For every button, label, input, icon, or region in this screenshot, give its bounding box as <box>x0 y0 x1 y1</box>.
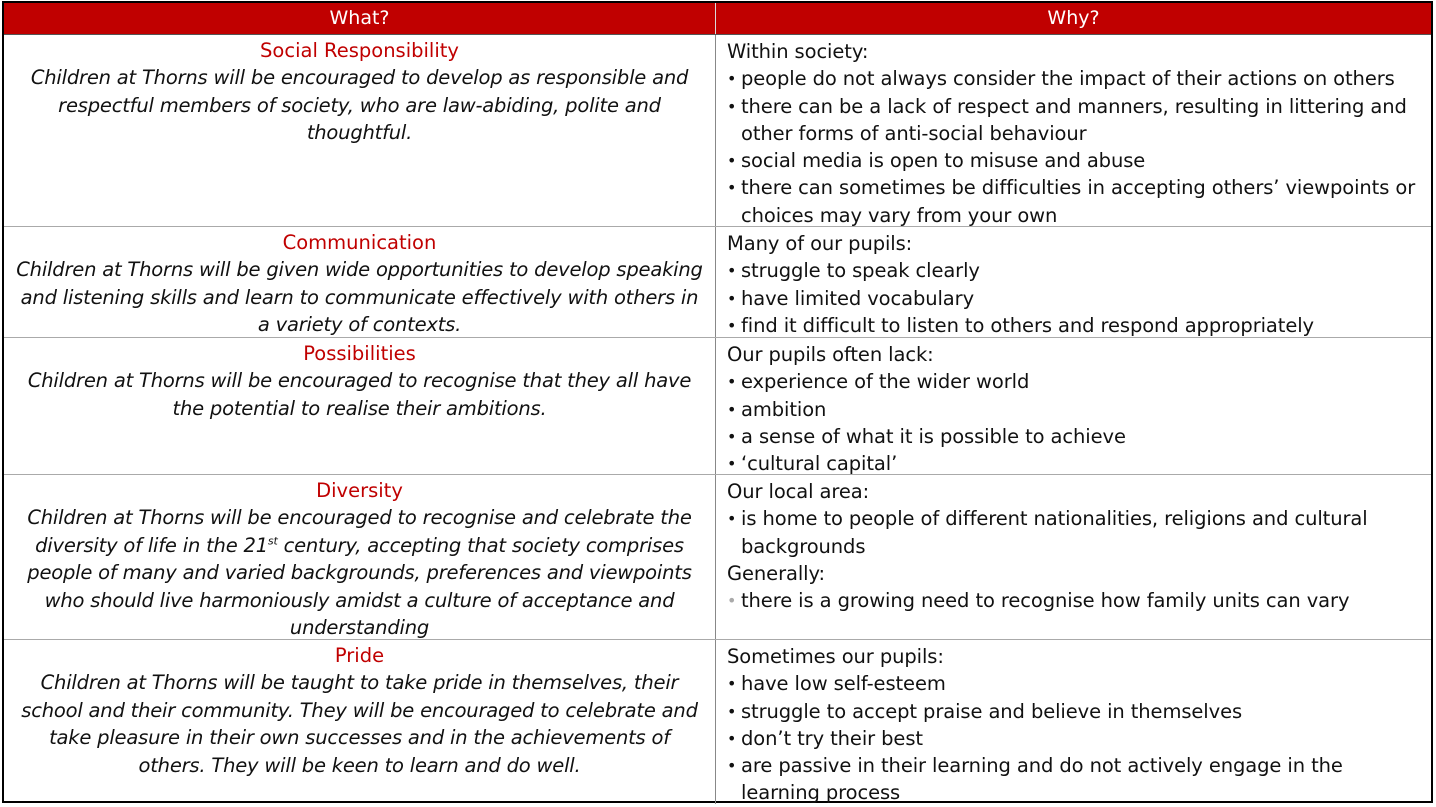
what-cell <box>4 227 716 337</box>
header-what: What? <box>4 3 716 34</box>
list-item: • experience of the wider world <box>727 368 1423 395</box>
why-lead-secondary: Generally: <box>727 561 825 585</box>
desc-part: Children at Thorns will be encouraged to recognise and celebrate the diversity of life in the 21 <box>27 506 692 557</box>
why-lead: Our local area: <box>727 480 870 503</box>
row-description <box>14 504 705 642</box>
list-item: • there can be a lack of respect and manners, resulting in littering and other forms of anti-social behaviour <box>727 93 1423 148</box>
why-list <box>727 65 1423 229</box>
list-item: • a sense of what it is possible to achieve <box>727 423 1423 450</box>
ordinal-suffix: st <box>267 534 278 547</box>
table-row-possibilities <box>4 338 1431 475</box>
row-title: Social Responsibility <box>260 39 459 62</box>
why-cell <box>716 227 1431 337</box>
list-item: • people do not always consider the impact of their actions on others <box>727 65 1423 92</box>
table-row-diversity <box>4 475 1431 640</box>
list-item: • there is a growing need to recognise how family units can vary <box>727 587 1423 614</box>
list-item: • find it difficult to listen to others and respond appropriately <box>727 312 1423 339</box>
what-cell <box>4 35 716 226</box>
list-item: • struggle to accept praise and believe in themselves <box>727 698 1423 725</box>
row-description: Children at Thorns will be given wide opportunities to develop speaking and listening skills and learn to communicate effectively with others in a variety of contexts. <box>16 258 703 336</box>
desc-part: century, accepting that society comprises people of many and varied backgrounds, preferences and viewpoints who should live harmoniously amidst a culture of acceptance and understanding <box>27 533 692 639</box>
what-cell <box>4 640 716 804</box>
table-header <box>4 3 1431 35</box>
why-cell <box>716 640 1431 804</box>
list-item: • struggle to speak clearly <box>727 257 1423 284</box>
why-list <box>727 368 1423 477</box>
row-description: Children at Thorns will be taught to take pride in themselves, their school and their community. They will be encouraged to celebrate and take pleasure in their own successes and in the achievements of others. They will be keen to learn and do well. <box>21 671 698 777</box>
why-cell <box>716 475 1431 639</box>
row-title: Possibilities <box>303 342 416 365</box>
list-item: • ambition <box>727 396 1423 423</box>
why-list-secondary <box>727 587 1423 614</box>
table-row-communication <box>4 227 1431 338</box>
list-item: • there can sometimes be difficulties in accepting others’ viewpoints or choices may vary from your own <box>727 174 1423 229</box>
list-item: • social media is open to misuse and abuse <box>727 147 1423 174</box>
why-list <box>727 257 1423 339</box>
list-item: • ‘cultural capital’ <box>727 450 1423 477</box>
list-item: • is home to people of different nationalities, religions and cultural backgrounds <box>727 505 1423 560</box>
why-lead: Our pupils often lack: <box>727 343 934 366</box>
list-item: • are passive in their learning and do not actively engage in the learning process <box>727 752 1423 807</box>
why-cell <box>716 338 1431 474</box>
table-row-pride <box>4 640 1431 804</box>
table-row-social-responsibility <box>4 35 1431 227</box>
list-item: • have low self-esteem <box>727 670 1423 697</box>
why-lead: Many of our pupils: <box>727 232 913 255</box>
why-list <box>727 670 1423 806</box>
why-list <box>727 505 1423 560</box>
what-cell <box>4 475 716 639</box>
row-title: Pride <box>334 644 385 667</box>
row-title: Communication <box>282 231 437 254</box>
row-description: Children at Thorns will be encouraged to recognise that they all have the potential to realise their ambitions. <box>27 369 692 420</box>
why-lead: Within society: <box>727 40 869 63</box>
why-lead: Sometimes our pupils: <box>727 645 944 668</box>
list-item: • have limited vocabulary <box>727 285 1423 312</box>
list-item: • don’t try their best <box>727 725 1423 752</box>
header-why: Why? <box>1047 7 1100 29</box>
why-cell <box>716 35 1431 226</box>
what-cell <box>4 338 716 474</box>
values-table <box>2 1 1433 803</box>
row-title: Diversity <box>316 479 403 502</box>
row-description: Children at Thorns will be encouraged to develop as responsible and respectful members of society, who are law-abiding, polite and thoughtful. <box>30 66 689 144</box>
